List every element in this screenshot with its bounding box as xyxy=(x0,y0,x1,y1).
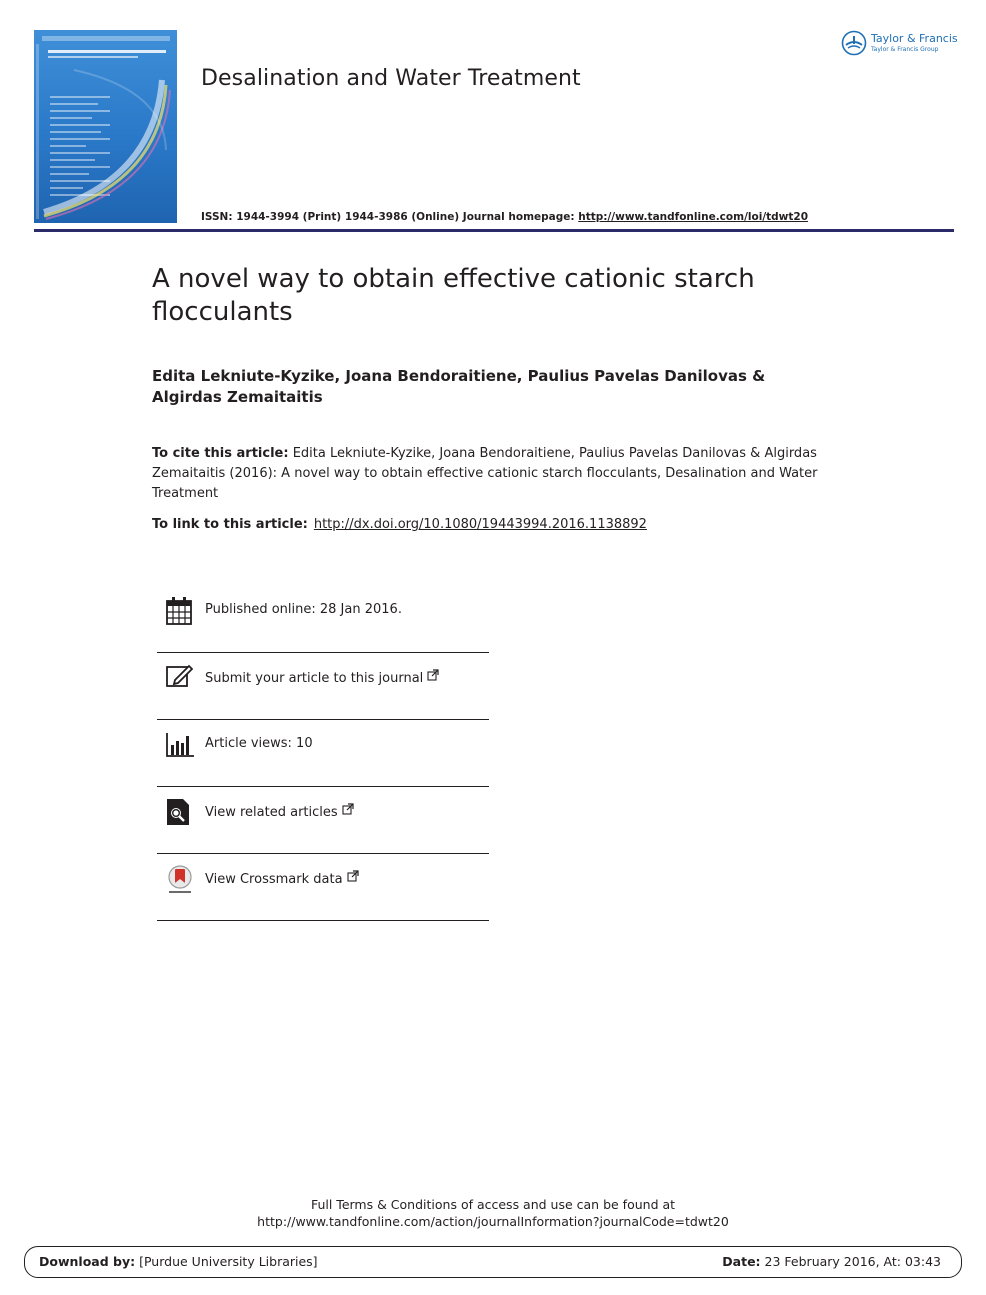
related-row[interactable] xyxy=(157,787,489,854)
link-label: To link to this article: xyxy=(152,517,308,532)
journal-title[interactable]: Desalination and Water Treatment xyxy=(201,66,581,91)
journal-cover-image xyxy=(34,30,177,223)
crossmark-icon xyxy=(165,864,193,894)
crossmark-link[interactable] xyxy=(205,870,359,887)
cite-text: Edita Lekniute-Kyzike, Joana Bendoraitiene, Paulius Pavelas Danilovas & Algirdas Zemaitaitis (2016): A novel way to obtain effective cationic starch flocculants, Desalination and Water Treatment xyxy=(152,446,818,501)
submit-article-link[interactable] xyxy=(205,669,439,686)
views-row xyxy=(157,720,489,787)
taylor-francis-icon xyxy=(841,30,867,56)
submit-row[interactable] xyxy=(157,653,489,720)
terms-of-use xyxy=(0,1196,986,1230)
article-views: Article views: 10 xyxy=(205,736,313,751)
external-link-icon xyxy=(427,669,439,685)
related-articles-link[interactable] xyxy=(205,803,354,820)
edit-icon xyxy=(165,663,193,693)
terms-link[interactable]: http://www.tandfonline.com/action/journalInformation?journalCode=tdwt20 xyxy=(257,1214,729,1229)
download-date xyxy=(722,1254,941,1269)
doi-link[interactable]: http://dx.doi.org/10.1080/19443994.2016.1138892 xyxy=(313,517,647,532)
article-title: A novel way to obtain effective cationic starch flocculants xyxy=(152,264,755,327)
download-info-box xyxy=(24,1246,962,1278)
publisher-name: Taylor & Francis xyxy=(871,32,958,45)
download-value: [Purdue University Libraries] xyxy=(139,1254,318,1269)
related-label: View related articles xyxy=(205,805,338,820)
published-date: Published online: 28 Jan 2016. xyxy=(205,602,402,617)
cite-label: To cite this article: xyxy=(152,446,289,461)
terms-text: Full Terms & Conditions of access and use can be found at xyxy=(310,1197,676,1212)
citation-block xyxy=(152,444,822,504)
issn-line xyxy=(201,211,808,223)
search-document-icon xyxy=(165,797,193,827)
doi-block xyxy=(152,515,822,535)
crossmark-label: View Crossmark data xyxy=(205,872,343,887)
crossmark-row[interactable] xyxy=(157,854,489,921)
publisher-logo[interactable] xyxy=(841,30,956,58)
submit-label: Submit your article to this journal xyxy=(205,671,424,686)
download-label: Download by: xyxy=(39,1254,136,1269)
article-authors: Edita Lekniute-Kyzike, Joana Bendoraitiene, Paulius Pavelas Danilovas & Algirdas Zemaitaitis xyxy=(152,367,766,406)
header-divider xyxy=(34,229,954,232)
bar-chart-icon xyxy=(165,730,193,760)
external-link-icon xyxy=(347,870,359,886)
external-link-icon xyxy=(342,803,354,819)
publisher-group: Taylor & Francis Group xyxy=(871,46,939,53)
download-by xyxy=(39,1254,318,1269)
date-value: 23 February 2016, At: 03:43 xyxy=(764,1254,941,1269)
issn-text: ISSN: 1944-3994 (Print) 1944-3986 (Online) Journal homepage: xyxy=(201,211,579,223)
calendar-icon xyxy=(165,596,193,626)
article-info-list xyxy=(157,586,489,921)
published-row xyxy=(157,586,489,653)
date-label: Date: xyxy=(722,1254,761,1269)
journal-homepage-link[interactable]: http://www.tandfonline.com/loi/tdwt20 xyxy=(578,211,809,223)
